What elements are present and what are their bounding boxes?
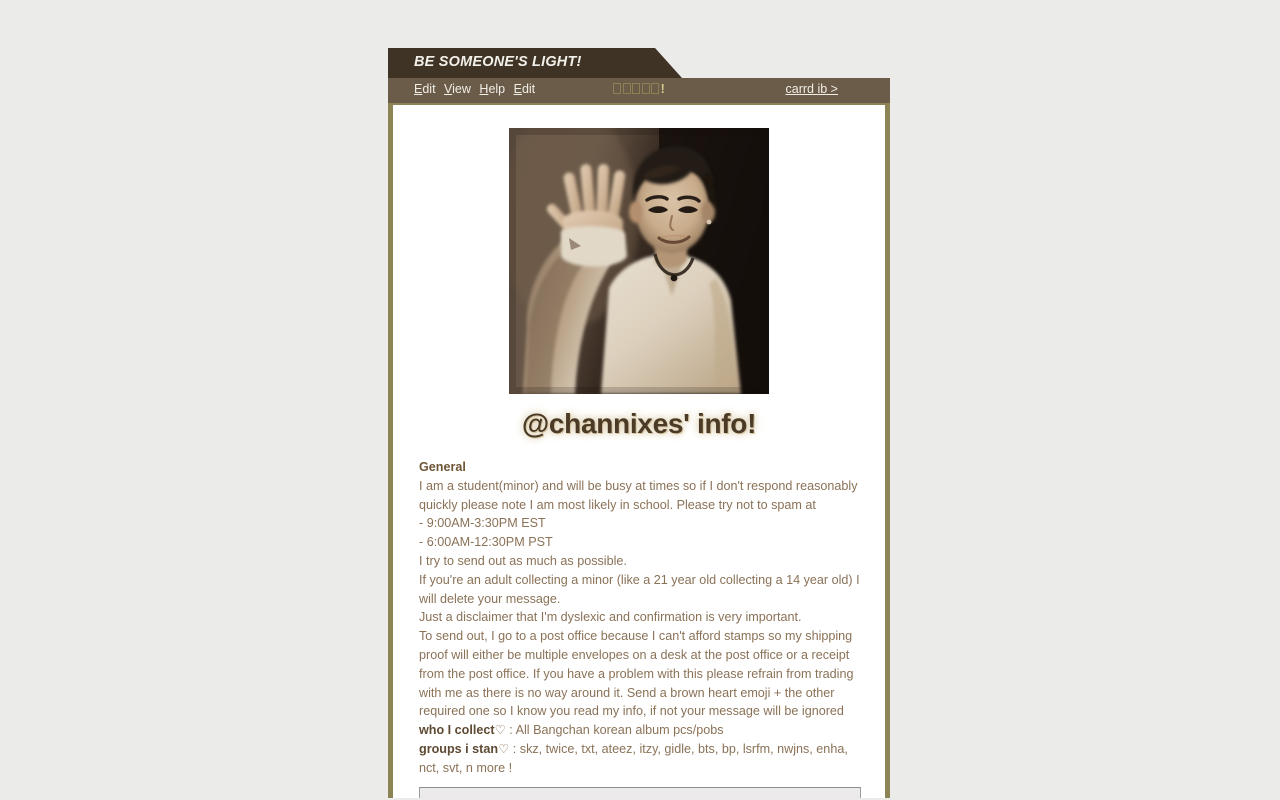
missing-glyph-box xyxy=(623,83,631,94)
content-scroll-area xyxy=(393,105,885,798)
info-paragraph: Just a disclaimer that I'm dyslexic and confirmation is very important. xyxy=(419,610,802,625)
menu-item-edit-1[interactable]: Edit xyxy=(414,82,436,96)
menu-center-suffix: ! xyxy=(660,82,665,96)
carrd-ib-link[interactable]: carrd ib > xyxy=(785,82,838,96)
missing-glyph-box xyxy=(642,83,650,94)
label-groups-i-stan: groups i stan xyxy=(419,741,499,756)
window-title: BE SOMEONE'S LIGHT! xyxy=(414,54,582,70)
info-paragraph: If you're an adult collecting a minor (like a 21 year old collecting a 14 year old) I will delete your message. xyxy=(419,572,860,606)
menu-item-help[interactable]: Help xyxy=(479,82,506,96)
app-window xyxy=(388,48,890,800)
info-body xyxy=(393,458,885,778)
text-field-box[interactable] xyxy=(419,787,861,798)
content-frame xyxy=(388,105,890,798)
labeled-line-who-i-collect xyxy=(419,721,861,740)
label-who-i-collect: who I collect xyxy=(419,723,495,738)
labeled-line-groups-i-stan xyxy=(419,740,861,778)
section-heading-general: General xyxy=(419,460,466,474)
missing-glyph-box xyxy=(613,83,621,94)
page-title: @channixes' info! xyxy=(521,408,757,439)
info-paragraph: - 6:00AM-12:30PM PST xyxy=(419,535,553,550)
info-paragraph: - 9:00AM-3:30PM EST xyxy=(419,516,546,531)
titlebar-area xyxy=(388,48,890,78)
hero-image-wrap xyxy=(393,105,885,399)
profile-photo-graphic xyxy=(509,128,769,394)
heart-icon: ♡ xyxy=(498,741,510,756)
info-paragraph: To send out, I go to a post office because I can't afford stamps so my shipping proof will either be multiple envelopes on a desk at the post office or a receipt from the post office. If you have a problem with this please refrain from trading with me as there is no way around it. Send a brown heart emoji + the other required one so I know you read my info, if not your message will be ignored xyxy=(419,629,854,719)
info-paragraph: I try to send out as much as possible. xyxy=(419,553,627,568)
missing-glyph-box xyxy=(632,83,640,94)
menu-item-edit-2[interactable]: Edit xyxy=(513,82,536,96)
value-groups-i-stan: : skz, twice, txt, ateez, itzy, gidle, bts, bp, lsrfm, nwjns, enha, nct, svt, n more ! xyxy=(419,741,848,775)
heart-icon: ♡ xyxy=(494,723,506,738)
menu-item-view[interactable]: View xyxy=(444,82,471,96)
value-who-i-collect: : All Bangchan korean album pcs/pobs xyxy=(505,723,724,738)
missing-glyph-box xyxy=(651,83,659,94)
info-paragraph: I am a student(minor) and will be busy at times so if I don't respond reasonably quickly please note I am most likely in school. Please try not to spam at xyxy=(419,478,858,512)
bottom-field-wrap xyxy=(393,787,885,798)
profile-photo xyxy=(509,128,769,394)
menu-bar xyxy=(388,78,890,105)
